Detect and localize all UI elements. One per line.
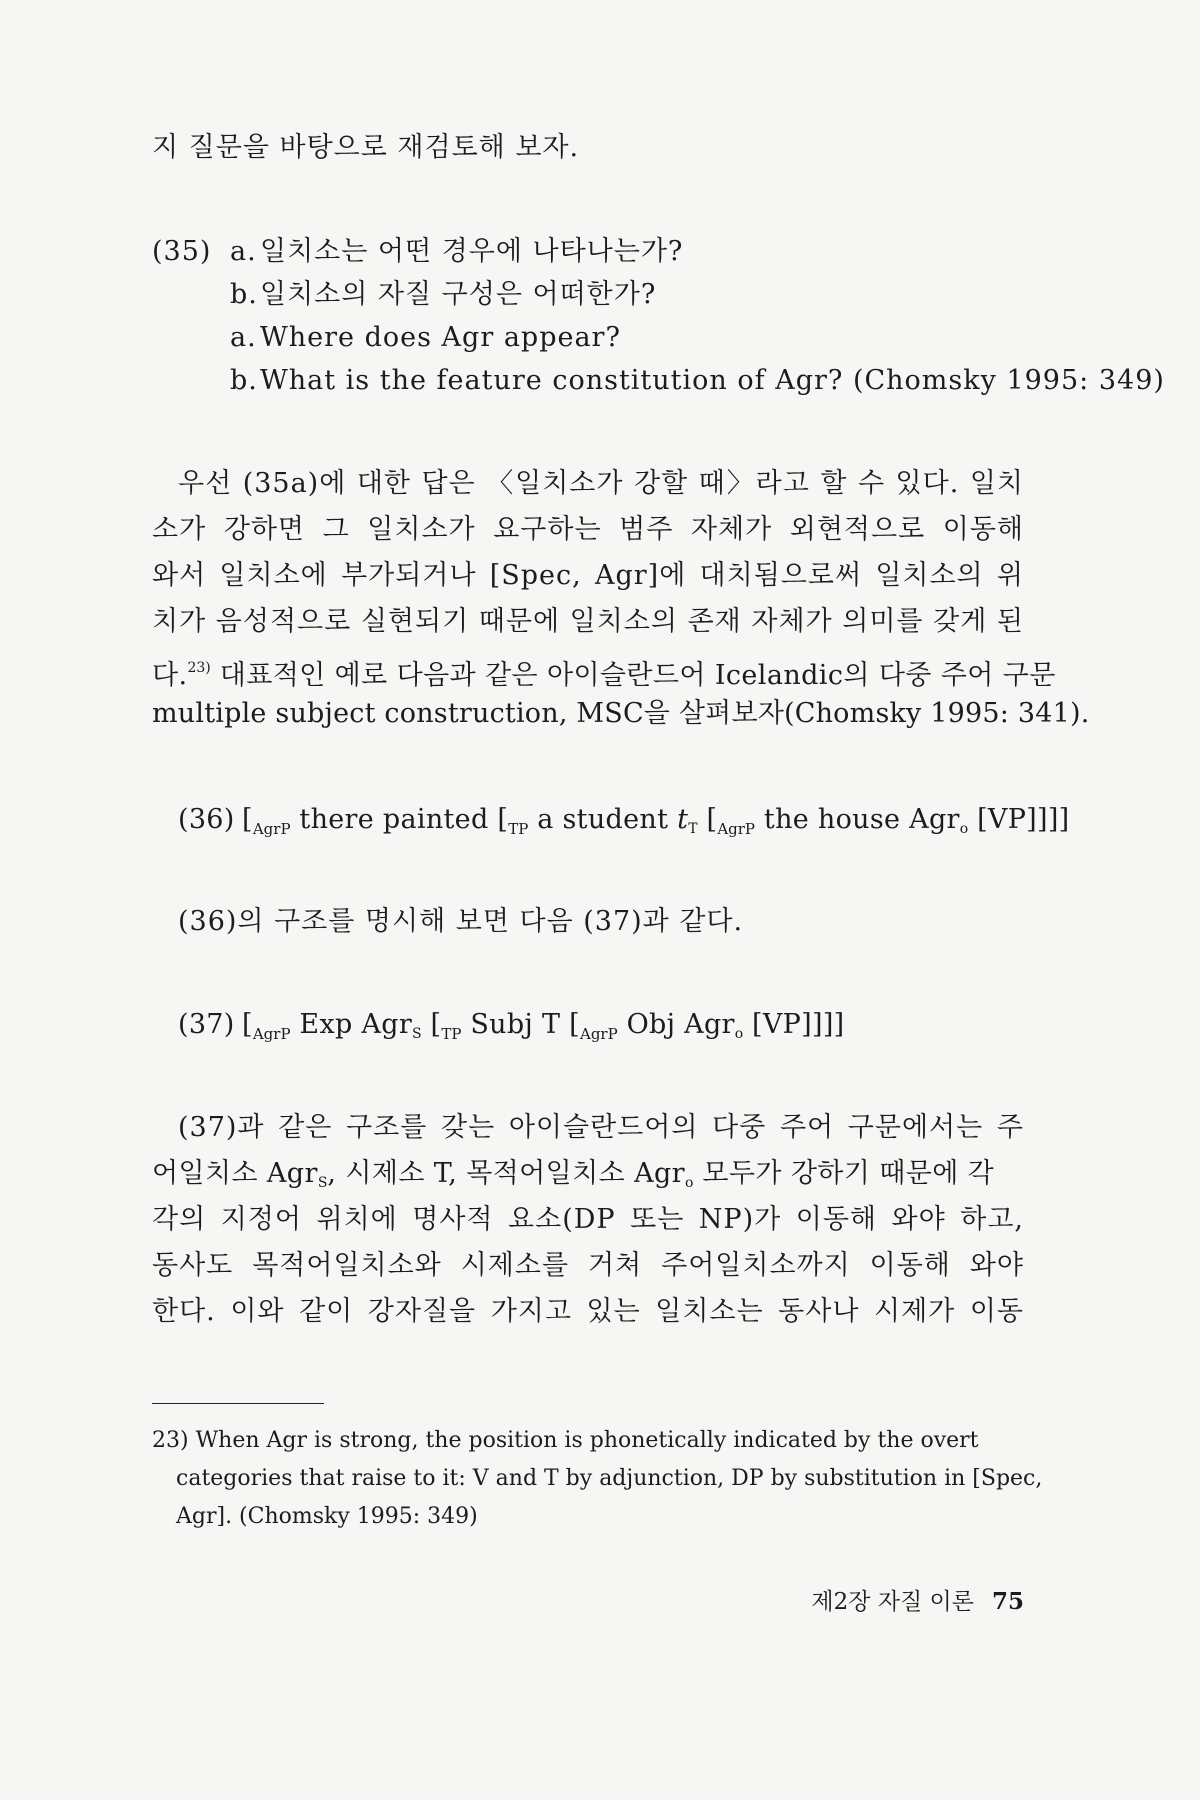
page-footer bbox=[811, 1585, 1024, 1619]
example-letter: b. bbox=[230, 279, 258, 310]
example-letter: a. bbox=[230, 236, 257, 267]
example-number: (37) bbox=[178, 1009, 235, 1040]
example-35-b-en bbox=[152, 361, 1165, 401]
paragraph-1-line-4: 치가 음성적으로 실현되기 때문에 일치소의 존재 자체가 의미를 갖게 된 bbox=[152, 606, 1024, 637]
label-subscript: TP bbox=[508, 820, 529, 838]
example-35-a-en bbox=[152, 318, 1024, 358]
text-segment: a student bbox=[528, 804, 678, 835]
label-subscript: AgrP bbox=[252, 820, 291, 838]
text-segment: [ bbox=[421, 1009, 442, 1040]
text-segment: [VP]]]] bbox=[968, 804, 1070, 835]
example-number: (36) bbox=[178, 804, 235, 835]
paragraph-2-line-5: 한다. 이와 같이 강자질을 가지고 있는 일치소는 동사나 시제가 이동 bbox=[152, 1296, 1024, 1327]
paragraph-1-line-2: 소가 강하면 그 일치소가 요구하는 범주 자체가 외현적으로 이동해 bbox=[152, 514, 1024, 545]
footnote-rule bbox=[152, 1403, 324, 1404]
bracket: [ bbox=[242, 804, 253, 835]
text-segment: Subj T [ bbox=[461, 1009, 580, 1040]
page-number: 75 bbox=[991, 1588, 1024, 1615]
bracket: [ bbox=[242, 1009, 253, 1040]
label-subscript: AgrP bbox=[579, 1025, 618, 1043]
text-segment: 모두가 강하기 때문에 각 bbox=[693, 1158, 995, 1189]
chapter-title: 제2장 자질 이론 bbox=[811, 1589, 974, 1615]
paragraph-1-line-1: 우선 (35a)에 대한 답은 〈일치소가 강할 때〉라고 할 수 있다. 일치 bbox=[178, 468, 1024, 499]
example-text: 일치소는 어떤 경우에 나타나는가? bbox=[260, 236, 684, 267]
paragraph-1-line-5 bbox=[152, 648, 1056, 696]
agr-subscript: S bbox=[317, 1175, 328, 1191]
label-subscript: AgrP bbox=[252, 1025, 291, 1043]
text-segment: the house Agr bbox=[755, 804, 960, 835]
text-segment: , 시제소 T, 목적어일치소 Agr bbox=[327, 1158, 685, 1189]
footnote-line-3: Agr]. (Chomsky 1995: 349) bbox=[176, 1504, 478, 1529]
agr-subscript: o bbox=[959, 821, 969, 837]
paragraph-2-line-3: 각의 지정어 위치에 명사적 요소(DP 또는 NP)가 이동해 와야 하고, bbox=[152, 1204, 1024, 1235]
text-segment: there painted [ bbox=[290, 804, 509, 835]
paragraph-2-line-1: (37)과 같은 구조를 갖는 아이슬란드어의 다중 주어 구문에서는 주 bbox=[178, 1112, 1024, 1143]
text-segment: 다. bbox=[152, 660, 188, 691]
example-35-b bbox=[152, 275, 1024, 315]
agr-subscript: o bbox=[684, 1175, 694, 1191]
paragraph-1-line-3: 와서 일치소에 부가되거나 [Spec, Agr]에 대치됨으로써 일치소의 위 bbox=[152, 560, 1024, 591]
top-line: 지 질문을 바탕으로 재검토해 보자. bbox=[152, 132, 580, 163]
footnote-line-1: 23) When Agr is strong, the position is phonetically indicated by the overt bbox=[152, 1428, 979, 1453]
example-number: (35) bbox=[152, 236, 212, 267]
example-text: 일치소의 자질 구성은 어떠한가? bbox=[260, 279, 657, 310]
text-segment: 어일치소 Agr bbox=[152, 1158, 318, 1189]
label-subscript: TP bbox=[441, 1025, 462, 1043]
footnote-marker: 23) bbox=[187, 660, 211, 676]
paragraph-2-line-2 bbox=[152, 1154, 1024, 1203]
agr-subscript: S bbox=[412, 1026, 422, 1042]
footnote-line-2: categories that raise to it: V and T by adjunction, DP by substitution in [Spec, bbox=[176, 1466, 1043, 1491]
example-36 bbox=[178, 800, 1070, 849]
text-segment: Obj Agr bbox=[617, 1009, 735, 1040]
example-letter: a. bbox=[230, 322, 257, 353]
example-letter: b. bbox=[230, 365, 258, 396]
trace: t bbox=[677, 804, 689, 835]
paragraph-1-line-6: multiple subject construction, MSC을 살펴보자(Chomsky 1995: 341). bbox=[152, 698, 1090, 729]
example-text: What is the feature constitution of Agr? (Chomsky 1995: 349) bbox=[260, 365, 1165, 396]
agr-subscript: o bbox=[734, 1026, 744, 1042]
trace-subscript: T bbox=[688, 821, 698, 837]
label-subscript: AgrP bbox=[717, 820, 756, 838]
example-37 bbox=[178, 1005, 1024, 1054]
text-segment: [ bbox=[697, 804, 718, 835]
example-35-a bbox=[152, 232, 1024, 272]
sentence-36: (36)의 구조를 명시해 보면 다음 (37)과 같다. bbox=[178, 906, 744, 937]
paragraph-2-line-4: 동사도 목적어일치소와 시제소를 거쳐 주어일치소까지 이동해 와야 bbox=[152, 1250, 1024, 1281]
example-text: Where does Agr appear? bbox=[260, 322, 621, 353]
text-segment: 대표적인 예로 다음과 같은 아이슬란드어 Icelandic의 다중 주어 구문 bbox=[210, 660, 1056, 691]
text-segment: Exp Agr bbox=[290, 1009, 413, 1040]
text-segment: [VP]]]] bbox=[743, 1009, 845, 1040]
